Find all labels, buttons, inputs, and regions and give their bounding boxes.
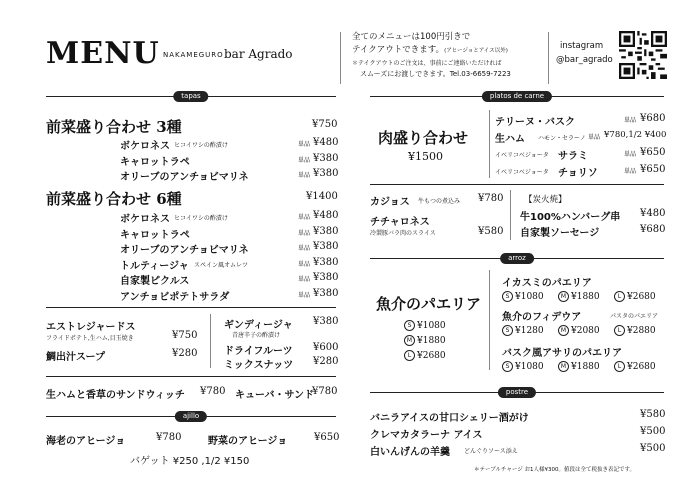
arroz-main-size-price: ¥1880 (417, 336, 446, 346)
carne-platter-name: 肉盛り合わせ (378, 129, 469, 147)
size-badge: L (614, 361, 625, 372)
section-label-tapas: tapas (173, 91, 208, 102)
tapas-side-item-note: フライドポテト,生ハム,目玉焼き (46, 335, 134, 342)
tapas-side-item-price: ¥380 (313, 316, 339, 327)
tapas-item-price: ¥380 (313, 256, 339, 268)
tapas-side-item-price: ¥280 (313, 356, 339, 367)
grill-item-price: ¥680 (640, 224, 666, 235)
size-badge: M (558, 325, 569, 336)
arroz-price-cell (558, 361, 600, 372)
arroz-price: ¥2680 (627, 362, 656, 372)
sandwich-2-name: キューバ・サンド (235, 390, 314, 401)
takeout-notice-line1: 全てのメニューは100円引きで (352, 32, 471, 42)
sandwich-1-price: ¥780 (200, 386, 226, 397)
carne-item-name: テリーヌ・バスク (495, 117, 575, 128)
size-badge: S (404, 320, 415, 331)
arroz-main-size-row (404, 350, 446, 361)
tapas-mid-rule (46, 307, 336, 308)
tapas-item-name: ボケロネス (120, 214, 170, 225)
tapas-side-item-name: ドライフルーツ (224, 346, 293, 357)
tapas-side-item-price: ¥750 (172, 330, 198, 341)
postre-item-price: ¥500 (640, 443, 666, 454)
location-label: NAKAMEGURO (163, 51, 224, 59)
tapas-item-tag: 単品 (298, 172, 311, 179)
arroz-item-name: バスク風アサリのパエリア (502, 348, 622, 359)
carne-side-item-name: チチャロネス (370, 217, 430, 228)
tapas-side-item-name: エストレジャードス (46, 322, 136, 333)
size-badge: M (558, 361, 569, 372)
tapas-item-name: キャロットラペ (120, 156, 190, 168)
carne-item-tag: 単品 (624, 168, 637, 175)
carne-side-item-note: 冷製豚バラ肉のスライス (370, 230, 436, 237)
tapas-side-item-name: ギンディージャ (224, 320, 293, 331)
arroz-price-cell (502, 325, 544, 336)
tapas-item-tag: 単品 (298, 291, 311, 299)
arroz-main-size-price: ¥2680 (417, 351, 446, 361)
sandwich-2-price: ¥780 (312, 386, 338, 397)
tapas-item-tag: 単品 (298, 260, 311, 268)
instagram-label: instagram (560, 41, 604, 51)
arroz-item-note: パスタのパエリア (610, 313, 659, 320)
arroz-price-cell (502, 291, 544, 302)
tapas-item-price: ¥380 (313, 241, 339, 252)
arroz-item-name: 魚介のフィデウア (502, 312, 582, 323)
tapas-item-price: ¥380 (313, 152, 339, 164)
tapas-side-item-note: 青唐辛子の酢漬け (232, 332, 281, 339)
tapas-item-price: ¥380 (313, 168, 339, 179)
header-divider-left (340, 32, 341, 84)
section-label-postre: postre (498, 387, 536, 398)
carne-item-prefix: イベリコベジョータ (495, 169, 549, 176)
tapas-item-price: ¥480 (313, 210, 339, 221)
postre-item-note: どんぐりソース添え (464, 448, 518, 455)
arroz-price: ¥1080 (515, 292, 544, 302)
tapas-item-tag: 単品 (298, 245, 311, 252)
size-badge: M (558, 291, 569, 302)
postre-item-name: クレマカタラーナ アイス (370, 430, 483, 441)
arroz-price: ¥1080 (515, 362, 544, 372)
carne-item-name: 生ハム (495, 134, 525, 145)
ajillo-1-price: ¥780 (156, 432, 182, 443)
arroz-price: ¥1280 (515, 326, 544, 336)
tapas-item-name: オリーブのアンチョビマリネ (120, 245, 249, 256)
arroz-price-cell (558, 325, 600, 336)
tapas-item-name: トルティージャ (120, 260, 189, 272)
shop-name: bar Agrado (224, 47, 293, 61)
carne-side-item-price: ¥780 (478, 193, 504, 204)
carne-item-name: チョリソ (558, 168, 598, 179)
tapas-item-tag: 単品 (298, 156, 311, 164)
tapas-item-name: キャロットラペ (120, 229, 190, 241)
tapas-set6-name: 前菜盛り合わせ 6種 (46, 190, 182, 208)
postre-item-price: ¥580 (640, 409, 666, 420)
takeout-notice-line3: ＊テイクアウトのご注文は、事前にご連絡いただければ (352, 60, 502, 67)
carne-mid-divider (510, 190, 511, 240)
arroz-price: ¥1880 (571, 362, 600, 372)
grill-item-name: 牛100%ハンバーグ串 (520, 212, 621, 223)
size-badge: L (404, 350, 415, 361)
tapas-item-name: アンチョビポテトサラダ (120, 291, 230, 303)
size-badge: S (502, 361, 513, 372)
section-label-platos: platos de carne (482, 91, 552, 102)
ajillo-2-name: 野菜のアヒージョ (208, 436, 288, 447)
tapas-item-note: ヒコイワシの酢漬け (174, 142, 228, 149)
tapas-item-note: ヒコイワシの酢漬け (174, 215, 228, 222)
tapas-side-item-name: 鯛出汁スープ (46, 352, 105, 363)
grill-item-name: 自家製ソーセージ (520, 228, 600, 239)
tapas-item-tag: 単品 (298, 276, 311, 283)
arroz-price-cell (614, 325, 656, 336)
arroz-divider (489, 270, 490, 370)
footer-note: ＊テーブルチャージ お1人様¥300。値段は全て税抜き表記です。 (474, 467, 636, 473)
arroz-price-cell (502, 361, 544, 372)
qr-code-icon[interactable] (619, 31, 667, 79)
size-badge: S (502, 291, 513, 302)
arroz-main-size-row (404, 320, 446, 331)
ajillo-1-name: 海老のアヒージョ (46, 436, 126, 447)
tapas-item-tag: 単品 (298, 141, 311, 148)
arroz-main-size-row (404, 335, 446, 346)
arroz-price: ¥2680 (627, 292, 656, 302)
tapas-item-price: ¥380 (313, 287, 339, 299)
tapas-item-name: オリーブのアンチョビマリネ (120, 172, 249, 183)
carne-item-note: ハモン・セラーノ (538, 135, 586, 142)
size-badge: L (614, 325, 625, 336)
tapas-item-price: ¥480 (313, 137, 339, 148)
carne-item-prefix: イベリコベジョータ (495, 152, 549, 159)
tapas-item-tag: 単品 (298, 214, 311, 221)
takeout-notice-line2: テイクアウトできます。(アヒージョとアイス以外) (352, 45, 508, 55)
arroz-price-cell (614, 291, 656, 302)
size-badge: M (404, 335, 415, 346)
tapas-item-name: 自家製ピクルス (120, 276, 190, 287)
arroz-price: ¥1880 (571, 292, 600, 302)
postre-item-price: ¥500 (640, 426, 666, 437)
carne-side-item-name: カジョス (370, 197, 410, 208)
page-title: MENU (46, 36, 160, 71)
carne-side-item-price: ¥580 (478, 226, 504, 237)
carne-item-price: ¥650 (640, 164, 666, 175)
tapas-set3-price: ¥750 (312, 119, 338, 130)
tapas-set6-price: ¥1400 (306, 191, 338, 202)
arroz-price: ¥2080 (571, 326, 600, 336)
carne-item-name: サラミ (558, 151, 588, 162)
tapas-item-tag: 単品 (298, 229, 311, 237)
baguette-line: バゲット ¥250 ,1/2 ¥150 (130, 456, 250, 467)
arroz-price-cell (558, 291, 600, 302)
carne-item-tag: 単品 (624, 151, 637, 158)
carne-platter-divider (489, 110, 490, 178)
postre-item-name: バニラアイスの甘口シェリー酒がけ (370, 413, 529, 424)
grill-label: 【炭火焼】 (524, 195, 567, 205)
tapas-set3-name: 前菜盛り合わせ 3種 (46, 118, 182, 136)
arroz-price-cell (614, 361, 656, 372)
section-label-arroz: arroz (500, 253, 534, 264)
ajillo-2-price: ¥650 (314, 432, 340, 443)
carne-item-price: ¥650 (640, 147, 666, 158)
sandwich-rule (46, 376, 336, 377)
grill-item-price: ¥480 (640, 208, 666, 219)
carne-platter-price: ¥1500 (408, 150, 443, 163)
arroz-main-name: 魚介のパエリア (376, 295, 482, 313)
size-badge: S (502, 325, 513, 336)
postre-item-name: 白いんげんの羊羹 (370, 447, 450, 458)
tapas-item-note: スペイン風オムレツ (194, 261, 249, 269)
carne-item-tag: 単品 (588, 134, 601, 141)
tapas-item-price: ¥380 (313, 225, 339, 237)
takeout-notice-line4: スムーズにお渡しできます。Tel.03-6659-7223 (360, 70, 511, 78)
arroz-main-size-price: ¥1080 (417, 321, 446, 331)
tapas-side-item-name: ミックスナッツ (224, 360, 294, 371)
carne-item-tag: 単品 (624, 117, 637, 124)
size-badge: L (614, 291, 625, 302)
arroz-price: ¥2880 (627, 326, 656, 336)
carne-mid-rule (370, 184, 664, 185)
header-divider-right (548, 32, 549, 84)
tapas-side-item-price: ¥600 (313, 342, 339, 353)
section-label-ajillo: ajillo (175, 411, 207, 422)
instagram-handle[interactable]: @bar_agrado (556, 55, 613, 65)
tapas-item-price: ¥380 (313, 272, 339, 283)
arroz-item-name: イカスミのパエリア (502, 278, 592, 289)
sandwich-1-name: 生ハムと香草のサンドウィッチ (46, 390, 185, 401)
carne-side-item-note: 牛もつの煮込み (418, 198, 461, 205)
tapas-item-name: ボケロネス (120, 141, 170, 152)
tapas-mid-divider (210, 314, 211, 368)
tapas-side-item-price: ¥280 (172, 348, 198, 359)
carne-item-price: ¥780,1/2 ¥400 (604, 130, 667, 140)
carne-item-price: ¥680 (640, 113, 666, 124)
